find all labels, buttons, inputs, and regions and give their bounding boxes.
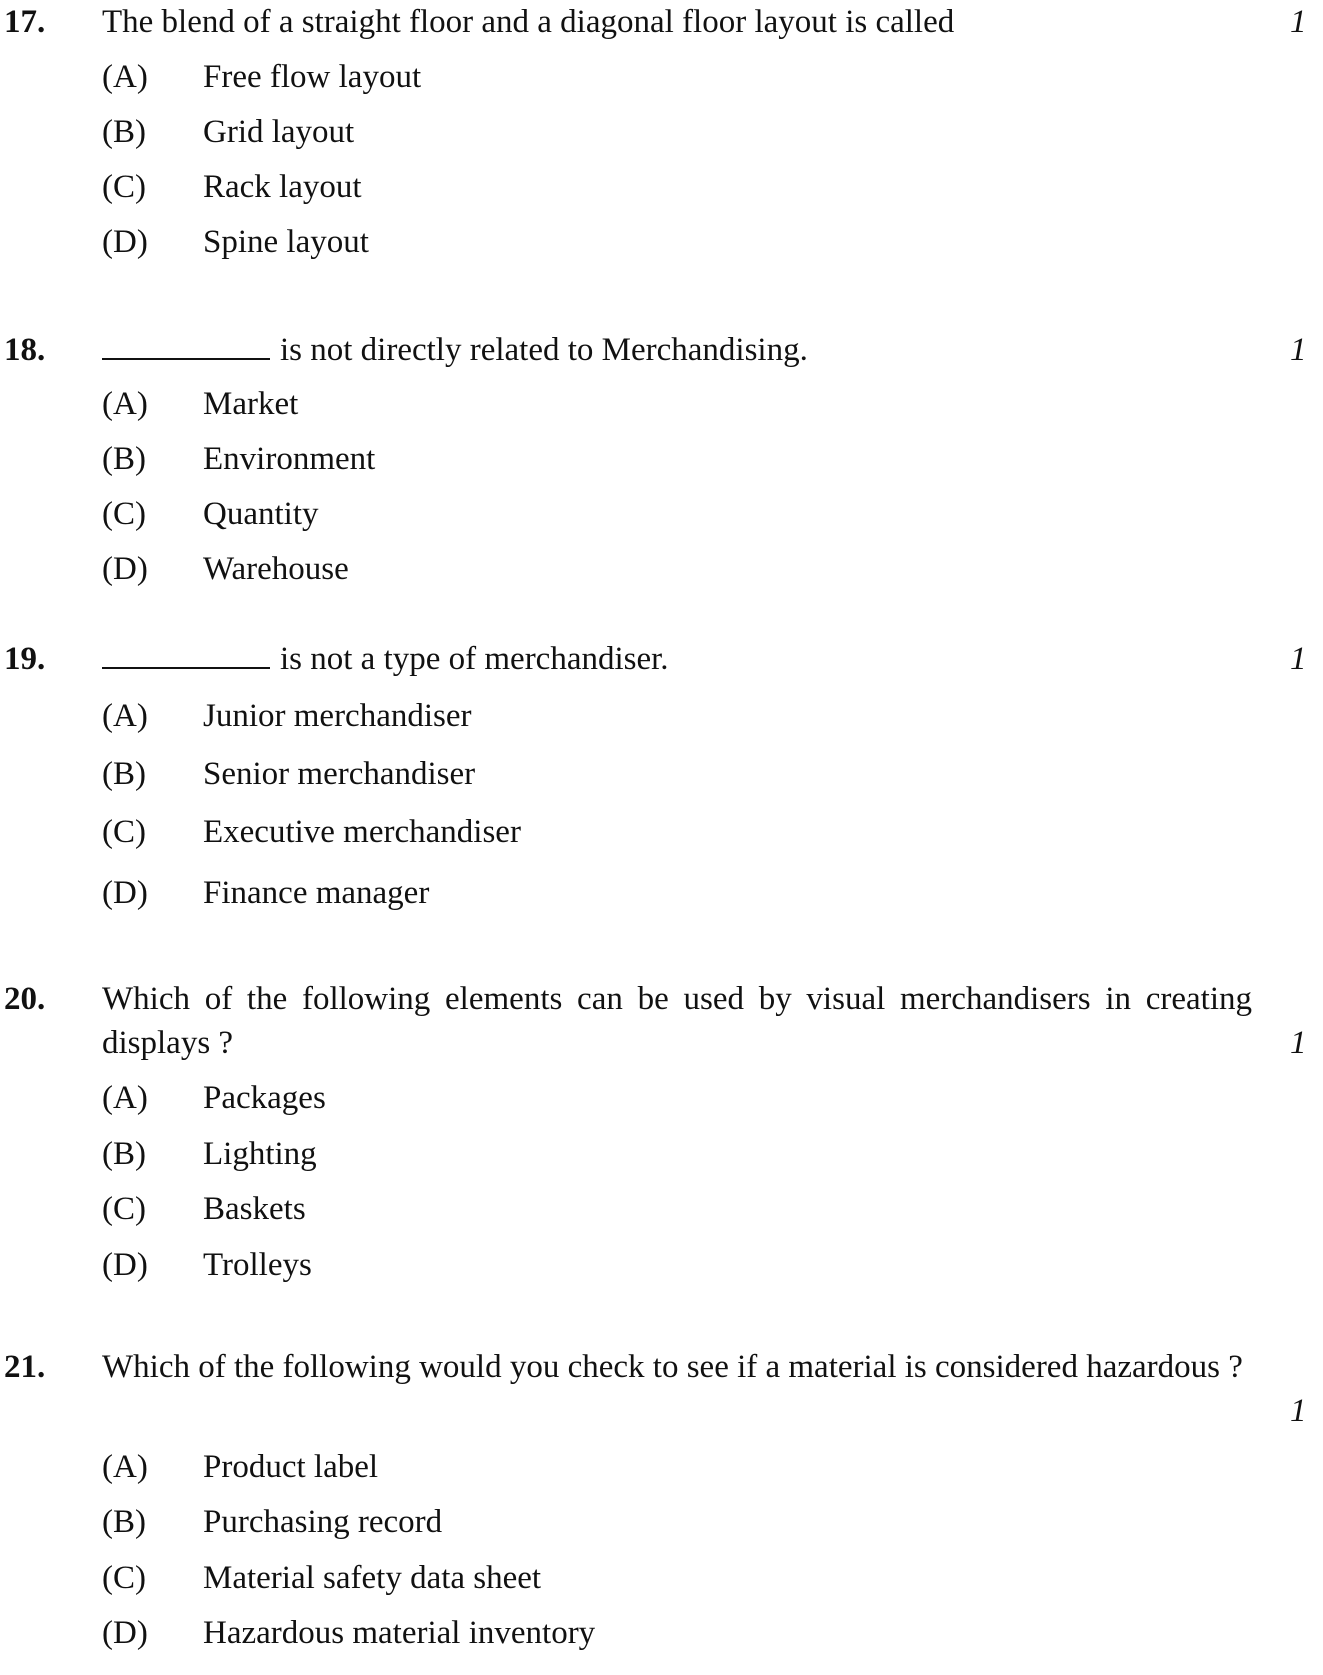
option-letter: (C) — [102, 1191, 146, 1227]
question-marks: 1 — [1290, 332, 1307, 368]
option-letter: (D) — [102, 875, 148, 911]
option-text: Hazardous material inventory — [203, 1615, 596, 1651]
question-marks: 1 — [1290, 1025, 1307, 1061]
option-17-c[interactable] — [0, 165, 1323, 209]
answer-blank — [102, 328, 270, 360]
option-text: Market — [203, 386, 299, 422]
question-stem — [102, 637, 1252, 681]
option-21-b[interactable] — [0, 1500, 1323, 1544]
option-19-a[interactable] — [0, 694, 1323, 738]
option-19-b[interactable] — [0, 752, 1323, 796]
option-text: Warehouse — [203, 551, 349, 587]
option-text: Quantity — [203, 496, 319, 532]
question-stem — [102, 328, 1252, 372]
option-18-c[interactable] — [0, 492, 1323, 536]
option-text: Finance manager — [203, 875, 430, 911]
option-letter: (C) — [102, 814, 146, 850]
option-text: Rack layout — [203, 169, 362, 205]
option-letter: (C) — [102, 496, 146, 532]
option-20-c[interactable] — [0, 1187, 1323, 1231]
option-text: Free flow layout — [203, 59, 422, 95]
question-stem: Which of the following would you check to see if a material is considered hazardous ? — [102, 1349, 1243, 1385]
question-stem: Which of the following elements can be used by visual merchandisers in creating displays ? — [102, 981, 1252, 1061]
question-stem-text: is not directly related to Merchandising. — [280, 332, 808, 368]
option-text: Trolleys — [203, 1247, 312, 1283]
option-letter: (A) — [102, 386, 148, 422]
option-20-a[interactable] — [0, 1076, 1323, 1120]
option-letter: (C) — [102, 1560, 146, 1596]
question-number: 19. — [4, 641, 46, 677]
option-text: Junior merchandiser — [203, 698, 472, 734]
option-18-d[interactable] — [0, 547, 1323, 591]
option-text: Product label — [203, 1449, 379, 1485]
option-text: Spine layout — [203, 224, 369, 260]
option-text: Executive merchandiser — [203, 814, 521, 850]
option-letter: (D) — [102, 1247, 148, 1283]
option-19-d[interactable] — [0, 871, 1323, 915]
option-18-b[interactable] — [0, 437, 1323, 481]
option-text: Environment — [203, 441, 376, 477]
question-number: 20. — [4, 981, 46, 1017]
option-letter: (B) — [102, 756, 146, 792]
option-17-a[interactable] — [0, 55, 1323, 99]
option-letter: (B) — [102, 114, 146, 150]
option-20-d[interactable] — [0, 1243, 1323, 1287]
question-marks: 1 — [1290, 1393, 1307, 1429]
option-21-c[interactable] — [0, 1556, 1323, 1600]
question-number: 17. — [4, 4, 46, 40]
option-letter: (C) — [102, 169, 146, 205]
option-letter: (D) — [102, 1615, 148, 1651]
option-21-a[interactable] — [0, 1445, 1323, 1489]
option-letter: (A) — [102, 59, 148, 95]
question-number: 18. — [4, 332, 46, 368]
question-stem-text: is not a type of merchandiser. — [280, 641, 669, 677]
option-letter: (D) — [102, 224, 148, 260]
option-20-b[interactable] — [0, 1132, 1323, 1176]
question-number: 21. — [4, 1349, 46, 1385]
option-17-d[interactable] — [0, 220, 1323, 264]
option-letter: (A) — [102, 1080, 148, 1116]
option-letter: (B) — [102, 441, 146, 477]
question-marks: 1 — [1290, 4, 1307, 40]
option-text: Grid layout — [203, 114, 355, 150]
answer-blank — [102, 637, 270, 669]
option-letter: (B) — [102, 1136, 146, 1172]
option-text: Baskets — [203, 1191, 306, 1227]
option-letter: (B) — [102, 1504, 146, 1540]
option-text: Material safety data sheet — [203, 1560, 542, 1596]
question-marks: 1 — [1290, 641, 1307, 677]
option-19-c[interactable] — [0, 810, 1323, 854]
question-stem: The blend of a straight floor and a diagonal floor layout is called — [102, 4, 955, 40]
option-letter: (A) — [102, 1449, 148, 1485]
option-text: Purchasing record — [203, 1504, 443, 1540]
option-21-d[interactable] — [0, 1611, 1323, 1655]
option-text: Packages — [203, 1080, 326, 1116]
option-text: Senior merchandiser — [203, 756, 476, 792]
option-letter: (D) — [102, 551, 148, 587]
option-18-a[interactable] — [0, 382, 1323, 426]
option-text: Lighting — [203, 1136, 317, 1172]
option-letter: (A) — [102, 698, 148, 734]
option-17-b[interactable] — [0, 110, 1323, 154]
